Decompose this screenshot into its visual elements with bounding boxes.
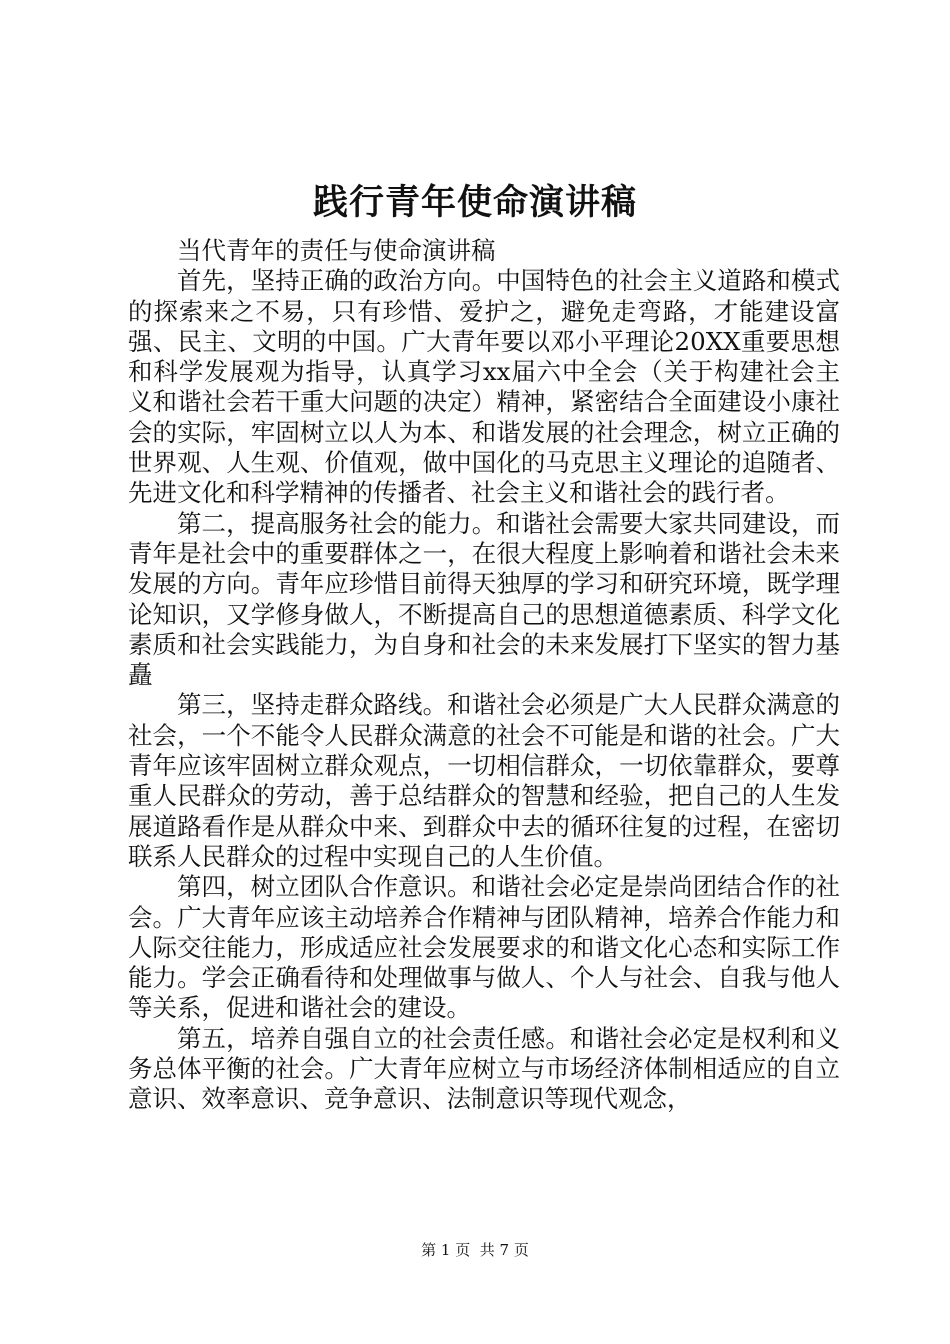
page-footer: [0, 1239, 950, 1261]
paragraph-subtitle: 当代青年的责任与使命演讲稿: [177, 236, 496, 265]
page-total: 共 7 页: [479, 1241, 529, 1259]
paragraph-fifth: 第五，培养自强自立的社会责任感。和谐社会必定是权利和义务总体平衡的社会。广大青年应树立与市场经济体制相适应的自立意识、效率意识、竞争意识、法制意识等现代观念，: [128, 1023, 840, 1114]
page-number: 第 1 页: [421, 1241, 471, 1259]
paragraph-first: 首先，坚持正确的政治方向。中国特色的社会主义道路和模式的探索来之不易，只有珍惜、爱护之，避免走弯路，才能建设富强、民主、文明的中国。广大青年要以邓小平理论20XX重要思想和科学发展观为指导，认真学习xx届六中全会（关于构建社会主义和谐社会若干重大问题的决定）精神，紧密结合全面建设小康社会的实际，牢固树立以人为本、和谐发展的社会理念，树立正确的世界观、人生观、价值观，做中国化的马克思主义理论的追随者、先进文化和科学精神的传播者、社会主义和谐社会的践行者。: [128, 266, 840, 508]
document-title: 践行青年使命演讲稿: [312, 182, 637, 223]
document-body: [128, 236, 840, 1115]
paragraph-second: 第二，提高服务社会的能力。和谐社会需要大家共同建设，而青年是社会中的重要群体之一，在很大程度上影响着和谐社会未来发展的方向。青年应珍惜目前得天独厚的学习和研究环境，既学理论知识，又学修身做人，不断提高自己的思想道德素质、科学文化素质和社会实践能力，为自身和社会的未来发展打下坚实的智力基矗: [128, 508, 840, 690]
paragraph-fourth: 第四，树立团队合作意识。和谐社会必定是崇尚团结合作的社会。广大青年应该主动培养合作精神与团队精神，培养合作能力和人际交往能力，形成适应社会发展要求的和谐文化心态和实际工作能力。学会正确看待和处理做事与做人、个人与社会、自我与他人等关系，促进和谐社会的建设。: [128, 872, 840, 1023]
paragraph-third: 第三，坚持走群众路线。和谐社会必须是广大人民群众满意的社会，一个不能令人民群众满意的社会不可能是和谐的社会。广大青年应该牢固树立群众观点，一切相信群众，一切依靠群众，要尊重人民群众的劳动，善于总结群众的智慧和经验，把自己的人生发展道路看作是从群众中来、到群众中去的循环往复的过程，在密切联系人民群众的过程中实现自己的人生价值。: [128, 690, 840, 871]
